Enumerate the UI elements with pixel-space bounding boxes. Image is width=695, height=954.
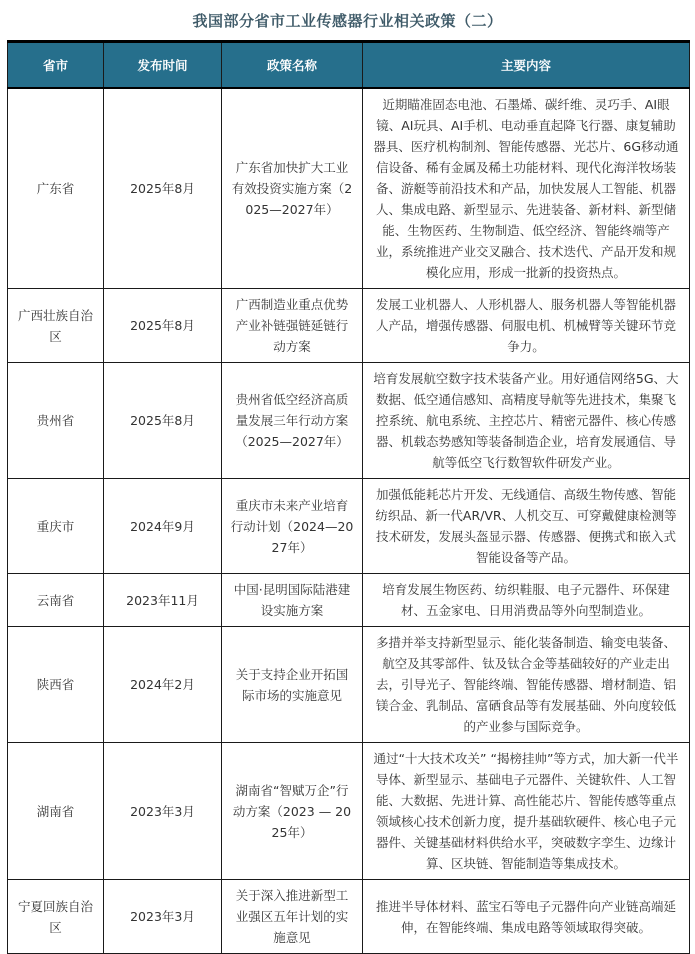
cell-policy: 贵州省低空经济高质量发展三年行动方案（2025—2027年）: [222, 363, 363, 479]
cell-date: 2023年11月: [104, 574, 222, 627]
table-row: [8, 880, 690, 954]
col-header-province: 省市: [8, 42, 104, 89]
cell-content: 培育发展生物医药、纺织鞋服、电子元器件、环保建材、五金家电、日用消费品等外向型制造业。: [363, 574, 690, 627]
cell-province: 湖南省: [8, 743, 104, 880]
cell-content: 发展工业机器人、人形机器人、服务机器人等智能机器人产品，增强传感器、伺服电机、机械臂等关键环节竞争力。: [363, 289, 690, 363]
table-row: [8, 627, 690, 743]
table-row: [8, 88, 690, 289]
cell-date: 2024年2月: [104, 627, 222, 743]
table-row: [8, 363, 690, 479]
cell-date: 2025年8月: [104, 363, 222, 479]
cell-province: 贵州省: [8, 363, 104, 479]
cell-policy: 重庆市未来产业培育行动计划（2024—2027年）: [222, 479, 363, 574]
cell-date: 2024年9月: [104, 479, 222, 574]
cell-content: 加强低能耗芯片开发、无线通信、高级生物传感、智能纺织品、新一代AR/VR、人机交互、可穿戴健康检测等技术研发，发展头盔显示器、传感器、便携式和嵌入式智能设备等产品。: [363, 479, 690, 574]
cell-policy: 关于支持企业开拓国际市场的实施意见: [222, 627, 363, 743]
col-header-content: 主要内容: [363, 42, 690, 89]
table-body: [8, 88, 690, 954]
cell-province: 广东省: [8, 88, 104, 289]
cell-province: 广西壮族自治区: [8, 289, 104, 363]
table-row: [8, 743, 690, 880]
table-row: [8, 479, 690, 574]
cell-policy: 关于深入推进新型工业强区五年计划的实施意见: [222, 880, 363, 954]
cell-date: 2025年8月: [104, 88, 222, 289]
cell-content: 多措并举支持新型显示、能化装备制造、输变电装备、航空及其零部件、钛及钛合金等基础较好的产业走出去，引导光子、智能终端、智能传感器、增材制造、铝镁合金、乳制品、富硒食品等有发展基础、外向度较低的产业参与国际竞争。: [363, 627, 690, 743]
cell-policy: 广东省加快扩大工业有效投资实施方案（2025—2027年）: [222, 88, 363, 289]
cell-date: 2023年3月: [104, 880, 222, 954]
table-row: [8, 289, 690, 363]
cell-policy: 广西制造业重点优势产业补链强链延链行动方案: [222, 289, 363, 363]
table-row: [8, 574, 690, 627]
cell-province: 重庆市: [8, 479, 104, 574]
cell-province: 宁夏回族自治区: [8, 880, 104, 954]
cell-date: 2023年3月: [104, 743, 222, 880]
col-header-date: 发布时间: [104, 42, 222, 89]
policy-table: [7, 40, 690, 954]
cell-policy: 中国·昆明国际陆港建设实施方案: [222, 574, 363, 627]
cell-policy: 湖南省“智赋万企”行动方案（2023 — 2025年）: [222, 743, 363, 880]
cell-content: 推进半导体材料、蓝宝石等电子元器件向产业链高端延伸，在智能终端、集成电路等领域取得突破。: [363, 880, 690, 954]
cell-content: 通过“十大技术攻关” “揭榜挂帅”等方式，加大新一代半导体、新型显示、基础电子元器件、关键软件、人工智能、大数据、先进计算、高性能芯片、智能传感等重点领域核心技术创新力度，提升基础软硬件、核心电子元器件、关键基础材料供给水平，突破数字孪生、边缘计算、区块链、智能制造等集成技术。: [363, 743, 690, 880]
cell-province: 陕西省: [8, 627, 104, 743]
header-row: [8, 42, 690, 89]
cell-province: 云南省: [8, 574, 104, 627]
col-header-policy: 政策名称: [222, 42, 363, 89]
cell-date: 2025年8月: [104, 289, 222, 363]
cell-content: 近期瞄准固态电池、石墨烯、碳纤维、灵巧手、AI眼镜、AI玩具、AI手机、电动垂直起降飞行器、康复辅助器具、医疗机构制剂、智能传感器、光芯片、6G移动通信设备、稀有金属及稀土功能材料、现代化海洋牧场装备、游艇等前沿技术和产品，加快发展人工智能、机器人、集成电路、新型显示、先进装备、新材料、新型储能、生物医药、生物制造、低空经济、智能终端等产业，系统推进产业交叉融合、技术迭代、产品开发和规模化应用，形成一批新的投资热点。: [363, 88, 690, 289]
page-title: 我国部分省市工业传感器行业相关政策（二）: [192, 12, 503, 30]
cell-content: 培育发展航空数字技术装备产业。用好通信网络5G、大数据、低空通信感知、高精度导航等先进技术，集聚飞控系统、航电系统、主控芯片、精密元器件、核心传感器、机载态势感知等装备制造企业，培育发展通信、导航等低空飞行数智软件研发产业。: [363, 363, 690, 479]
table-header: [8, 42, 690, 89]
